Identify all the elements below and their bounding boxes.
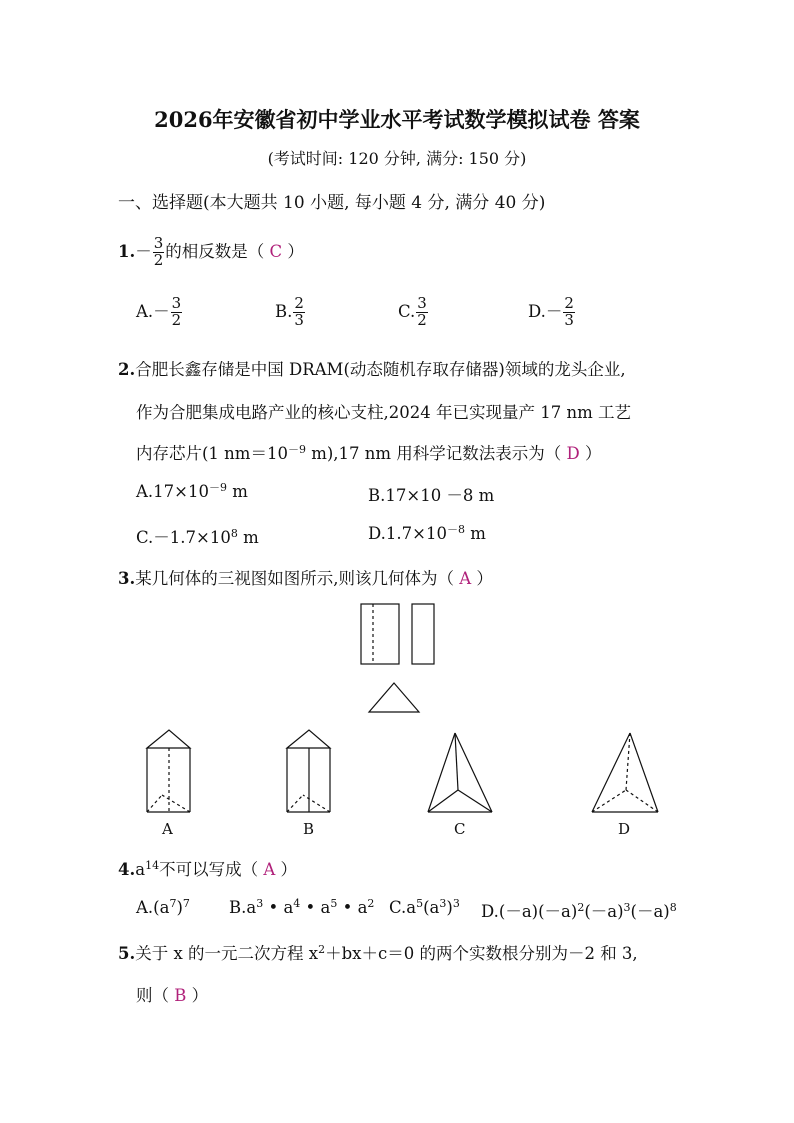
question-2-line2: 作为合肥集成电路产业的核心支柱,2024 年已实现量产 17 nm 工艺 bbox=[136, 403, 631, 422]
q4-option-c: $C.a^5(a^3)^3$ bbox=[389, 897, 460, 917]
q2-option-b: B.17×10 －8 m bbox=[368, 486, 495, 505]
q1-option-b: B. $\frac{2}{3}$ bbox=[275, 294, 304, 329]
question-number: 1. bbox=[118, 241, 136, 261]
question-3: 3.某几何体的三视图如图所示,则该几何体为（ A ） bbox=[118, 569, 493, 588]
question-2-line3: 内存芯片(1 $nm=10^{-9}$ m),17 nm 用科学记数法表示为（ D ） bbox=[136, 443, 602, 463]
question-5-line2: 则（ B ） bbox=[136, 986, 209, 1005]
exam-info: (考试时间: 120 分钟, 满分: 150 分) bbox=[267, 149, 527, 168]
question-5: 5.关于 x 的一元二次方程 $x^2+bx+c=0$ 的两个实数根分别为－2 和 3, bbox=[118, 943, 638, 963]
figure-a bbox=[147, 730, 190, 812]
figure-label-b: B bbox=[303, 820, 315, 838]
figure-label-c: C bbox=[454, 820, 466, 838]
answer-text: D bbox=[566, 444, 580, 463]
q4-option-a: $A.(a^7)^7$ bbox=[136, 897, 190, 917]
figure-b bbox=[287, 730, 330, 812]
fraction: $\frac{3}{2}$ bbox=[153, 234, 164, 269]
answer-text: B bbox=[174, 986, 187, 1005]
q4-option-b: $B.a^3$ • $a^4$ • $a^5$ • $a^2$ bbox=[229, 897, 375, 917]
q2-option-d: $D.1.7\times 10^{-8}$ m bbox=[368, 523, 486, 543]
question-2: 2.合肥长鑫存储是中国 DRAM(动态随机存取存储器)领域的龙头企业, bbox=[118, 360, 626, 379]
figure-c bbox=[428, 733, 492, 812]
question-4: $4.a^{14}$不可以写成（ A ） bbox=[118, 859, 297, 879]
side-view bbox=[412, 604, 434, 664]
q2-option-a: $A.17\times 10^{-9}$ m bbox=[136, 481, 248, 501]
page-title: 2026年安徽省初中学业水平考试数学模拟试卷 答案 bbox=[154, 107, 640, 132]
question-1: 1.－ $\frac{3}{2}$ 的相反数是（ C ） bbox=[118, 234, 304, 269]
figure-label-a: A bbox=[162, 820, 173, 838]
answer-text: A bbox=[459, 569, 472, 588]
figure-label-d: D bbox=[618, 820, 631, 838]
q4-option-d: $D.(-a)(-a)^2(-a)^3(-a)^8$ bbox=[481, 901, 677, 921]
answer-text: C bbox=[269, 241, 283, 261]
q1-option-c: C. $\frac{3}{2}$ bbox=[398, 294, 427, 329]
q1-option-a: A.－ $\frac{3}{2}$ bbox=[136, 294, 182, 329]
section-heading: 一、选择题(本大题共 10 小题, 每小题 4 分, 满分 40 分) bbox=[118, 193, 546, 213]
top-view bbox=[369, 683, 419, 712]
q2-option-c: $C.-1.7\times 10^8$ m bbox=[136, 527, 259, 547]
q1-option-d: D.－ $\frac{2}{3}$ bbox=[528, 294, 574, 329]
front-view bbox=[361, 604, 399, 664]
figure-d bbox=[592, 733, 658, 812]
answer-text: A bbox=[263, 860, 276, 879]
